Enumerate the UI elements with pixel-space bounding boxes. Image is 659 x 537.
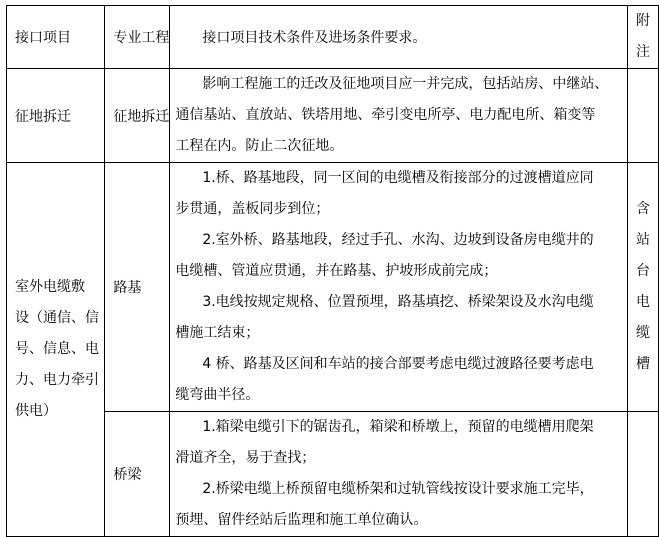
table-row [7, 163, 659, 412]
item-cell [7, 163, 105, 537]
text-line: 2.室外桥、路基地段，经过手孔、水沟、边坡到设备房电缆井的 [202, 232, 594, 248]
requirements-cell [170, 163, 628, 412]
text-line: 号、信息、电 [15, 341, 99, 357]
discipline-cell: 路基 [105, 163, 170, 412]
note-char: 缆 [635, 325, 650, 341]
text-line: 室外电缆敷 [15, 279, 85, 295]
text-line: 1.箱梁电缆引下的锯齿孔，箱梁和桥墩上，预留的电缆槽用爬架 [202, 419, 594, 435]
text-line: 4 桥、路基及区间和车站的接合部要考虑电缆过渡路径要考虑电 [202, 356, 594, 372]
text-line: 影响工程施工的迁改及征地项目应一并完成，包括站房、中继站、 [202, 76, 609, 92]
notes-cell [627, 163, 658, 412]
header-notes [627, 6, 658, 69]
note-char: 电 [635, 294, 650, 310]
header-requirements: 接口项目技术条件及进场条件要求。 [170, 6, 628, 69]
header-row [7, 6, 659, 69]
text-line: 缆弯曲半径。 [175, 387, 260, 403]
text-line: 步贯通，盖板同步到位； [175, 201, 330, 217]
notes-cell [627, 412, 658, 537]
note-char: 槽 [635, 356, 650, 372]
item-cell: 征地拆迁 [7, 69, 105, 163]
header-notes-char: 注 [635, 44, 650, 60]
discipline-cell: 桥梁 [105, 412, 170, 537]
notes-cell [627, 69, 658, 163]
requirements-cell [170, 412, 628, 537]
table-row [7, 412, 659, 537]
text-line: 电缆槽、管道应贯通，并在路基、护坡形成前完成； [175, 263, 498, 279]
text-line: 供电） [15, 403, 57, 419]
note-char: 含 [635, 201, 650, 217]
text-line: 槽施工结束； [175, 325, 260, 341]
interface-requirements-table [6, 5, 659, 537]
text-line: 通信基站、直放站、铁塔用地、牵引变电所亭、电力配电所、箱变等 [175, 107, 596, 123]
text-line: 设（通信、信 [15, 310, 99, 326]
header-item: 接口项目 [7, 6, 105, 69]
text-line: 2.桥梁电缆上桥预留电缆桥架和过轨管线按设计要求施工完毕， [202, 481, 594, 497]
table-row [7, 69, 659, 163]
text-line: 滑道齐全，易于查找； [175, 450, 316, 466]
note-char: 站 [635, 232, 650, 248]
text-line: 预埋、留件经站后监理和施工单位确认。 [175, 512, 428, 528]
requirements-cell [170, 69, 628, 163]
text-line: 3.电线按规定规格、位置预埋，路基填挖、桥梁架设及水沟电缆 [202, 294, 594, 310]
text-line: 工程在内。防止二次征地。 [175, 138, 344, 154]
header-notes-char: 附 [635, 13, 650, 29]
discipline-cell: 征地拆迁 [105, 69, 170, 163]
text-line: 力、电力牵引 [15, 372, 99, 388]
header-discipline: 专业工程 [105, 6, 170, 69]
text-line: 1.桥、路基地段，同一区间的电缆槽及衔接部分的过渡槽道应同 [202, 170, 594, 186]
note-char: 台 [635, 263, 650, 279]
